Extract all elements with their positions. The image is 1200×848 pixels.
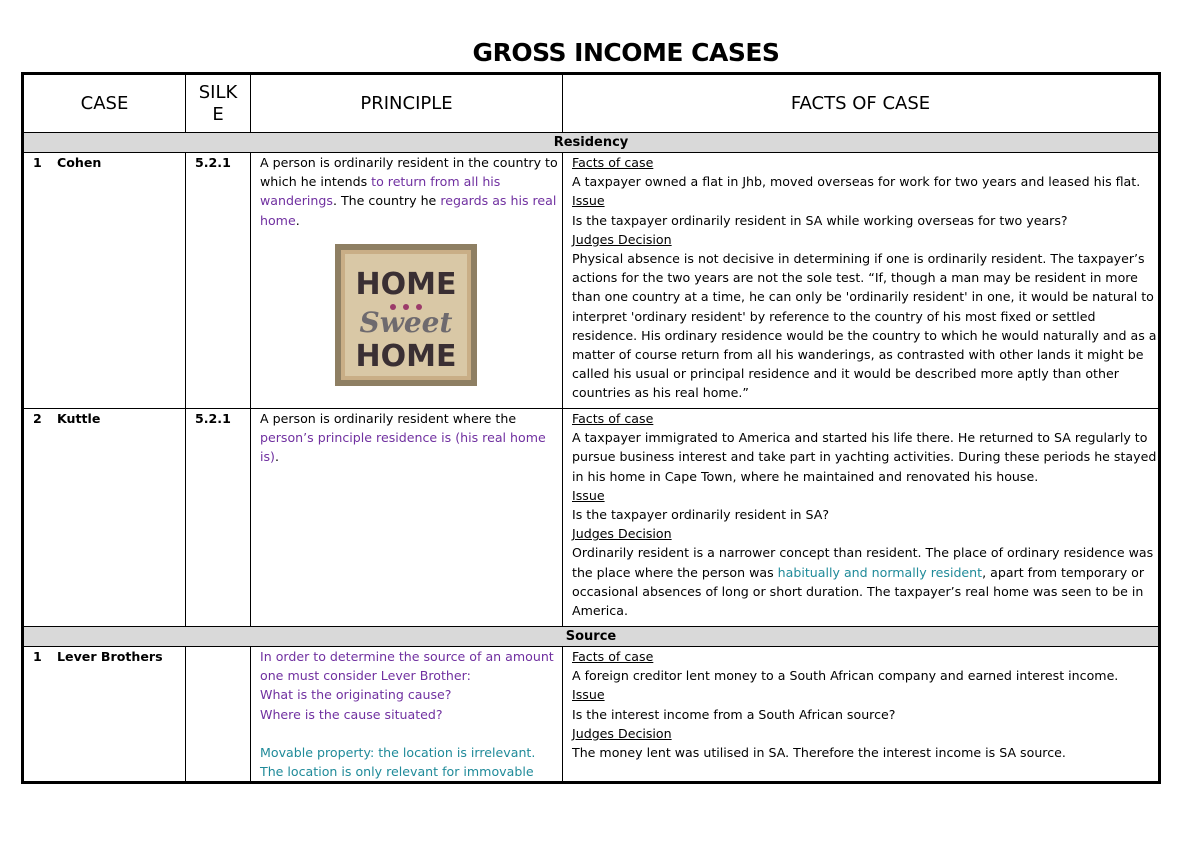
issue-label: Issue	[572, 687, 605, 703]
table-header-row	[23, 74, 1160, 133]
decision-label: Judges Decision	[572, 526, 672, 542]
section-title: Residency	[23, 133, 1160, 153]
issue-text: Is the taxpayer ordinarily resident in SA?	[572, 507, 830, 523]
issue-text: Is the interest income from a South African source?	[572, 706, 896, 722]
principle-cell	[251, 409, 563, 627]
page-title: GROSS INCOME CASES	[472, 38, 780, 67]
decision-text: Physical absence is not decisive in determining if one is ordinarily resident. The taxpayer’s actions for the two years are not the sole test. “If, though a man may be resident in more than one country at a time, he can only be 'ordinarily resident' in one, it would be natural to interpret 'ordinary resident' by reference to the country of his most fixed or settled residence. His ordinary residence would be the country to which he would naturally and as a matter of course return from all his wanderings, as contrasted with other lands it might be called his usual or principal residence and it would be described more aptly than other countries as his real home.”	[572, 251, 1157, 401]
table-row	[23, 409, 1160, 627]
principle-highlight: regards as his real home	[260, 193, 557, 228]
principle-text: . The country he	[332, 193, 441, 209]
decision-highlight: habitually and normally resident	[777, 564, 983, 580]
silke-ref: 5.2.1	[186, 409, 251, 627]
decision-label: Judges Decision	[572, 231, 672, 247]
case-name-cell	[23, 647, 186, 783]
section-row-source	[23, 627, 1160, 647]
header-silke	[186, 74, 251, 133]
facts-cell	[563, 647, 1160, 783]
silke-ref: 5.2.1	[186, 153, 251, 409]
header-facts: FACTS OF CASE	[563, 74, 1160, 133]
silke-ref	[186, 647, 251, 783]
principle-text: .	[295, 212, 300, 228]
facts-text: A foreign creditor lent money to a South African company and earned interest income.	[572, 668, 1119, 684]
image-line-3: HOME	[355, 338, 457, 374]
issue-label: Issue	[572, 193, 605, 209]
image-line-1: HOME	[355, 266, 457, 302]
facts-label: Facts of case	[572, 411, 654, 426]
principle-text: .	[274, 449, 279, 465]
issue-text: Is the taxpayer ordinarily resident in SA while working overseas for two years?	[572, 212, 1068, 228]
case-name-cell	[23, 409, 186, 627]
case-number: 1	[33, 649, 42, 664]
principle-question: Where is the cause situated?	[260, 706, 443, 722]
decision-label: Judges Decision	[572, 725, 672, 741]
section-title: Source	[23, 627, 1160, 647]
principle-question: What is the originating cause?	[260, 687, 452, 703]
decision-text-part: Ordinarily resident is a narrower concept than resident. The place of ordinary residence was the place where the person was	[572, 545, 1154, 580]
principle-cell	[251, 153, 563, 409]
principle-text: A person is ordinarily resident where the	[260, 411, 517, 426]
facts-text: A taxpayer immigrated to America and started his life there. He returned to SA regularly to pursue business interest and take part in yachting activities. During these periods he stayed in his home in Cape Town, where he maintained and renovated his house.	[572, 430, 1157, 484]
section-row-residency	[23, 133, 1160, 153]
table-row	[23, 647, 1160, 783]
decision-text	[572, 543, 1158, 620]
principle-note: Movable property: the location is irrelevant.	[260, 744, 536, 760]
cases-table	[21, 72, 1161, 784]
principle-highlight: In order to determine the source of an amount one must consider Lever Brother:	[260, 649, 554, 684]
facts-cell	[563, 153, 1160, 409]
principle-note: The location is only relevant for immovable	[260, 764, 534, 780]
principle-text: A person is ordinarily resident in the country to which he intends	[260, 155, 558, 190]
home-sweet-home-image	[335, 244, 477, 386]
header-case: CASE	[23, 74, 186, 133]
principle-cell	[251, 647, 563, 783]
facts-cell	[563, 409, 1160, 627]
decision-text-part: , apart from temporary or occasional absences of long or short duration. The taxpayer’s real home was seen to be in America.	[572, 564, 1145, 619]
spacer	[260, 724, 562, 743]
case-name: Kuttle	[57, 411, 101, 426]
principle-highlight: person’s principle residence is (his real home is)	[260, 430, 546, 465]
image-line-2: Sweet	[359, 305, 453, 339]
table-row	[23, 153, 1160, 409]
header-principle: PRINCIPLE	[251, 74, 563, 133]
case-number: 2	[33, 411, 42, 426]
case-name: Lever Brothers	[57, 649, 163, 664]
header-silke-line-1: SILK	[198, 81, 238, 103]
issue-label: Issue	[572, 487, 605, 503]
facts-label: Facts of case	[572, 649, 654, 664]
case-number: 1	[33, 155, 42, 170]
facts-label: Facts of case	[572, 155, 654, 170]
decision-text: The money lent was utilised in SA. Therefore the interest income is SA source.	[572, 745, 1066, 761]
case-name-cell	[23, 153, 186, 409]
principle-highlight: to return from all his wanderings	[260, 174, 501, 209]
facts-text: A taxpayer owned a flat in Jhb, moved overseas for work for two years and leased his flat.	[572, 174, 1141, 190]
header-silke-line-2: E	[212, 103, 224, 125]
case-name: Cohen	[57, 155, 102, 170]
